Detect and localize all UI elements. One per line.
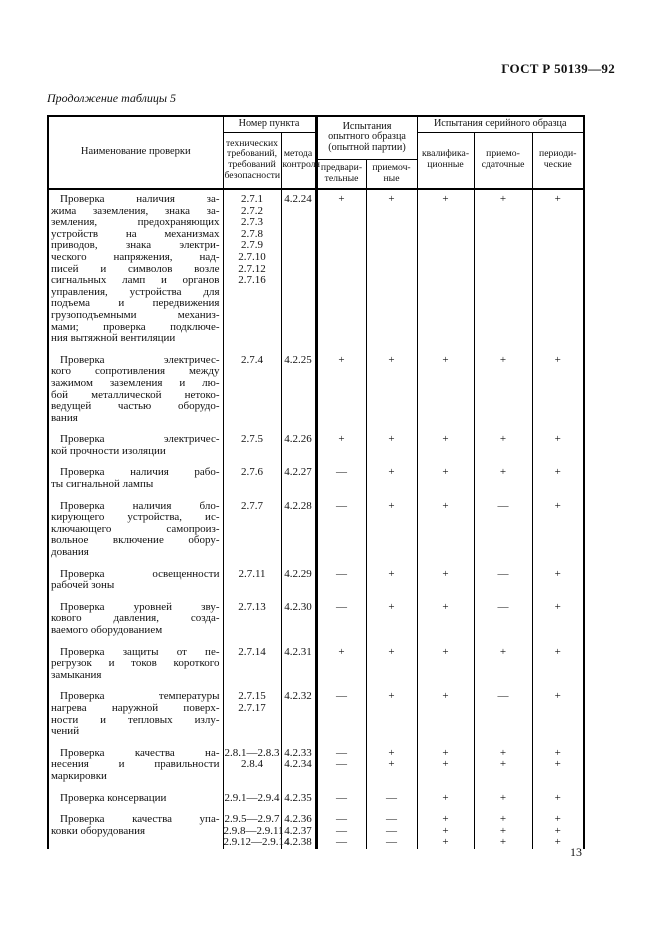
mark-cell: + bbox=[366, 592, 417, 637]
method-numbers-cell: 4.2.29 bbox=[281, 559, 316, 592]
mark-cell: + bbox=[417, 681, 474, 737]
mark-cell: + bbox=[366, 491, 417, 559]
mark-cell: + + bbox=[474, 738, 532, 783]
mark-cell: + + bbox=[417, 738, 474, 783]
mark-cell: + bbox=[532, 592, 584, 637]
clause-numbers-cell: 2.7.4 bbox=[223, 345, 281, 425]
mark-cell: + bbox=[532, 559, 584, 592]
mark-cell: + bbox=[417, 637, 474, 682]
clause-numbers-cell: 2.7.14 bbox=[223, 637, 281, 682]
header-serial-acceptance: приемо- сдаточные bbox=[474, 132, 532, 189]
method-numbers-cell: 4.2.30 bbox=[281, 592, 316, 637]
mark-cell: + bbox=[474, 783, 532, 805]
mark-cell: + + + bbox=[532, 804, 584, 849]
check-name-cell: Проверка качества упа- ковки оборудования bbox=[48, 804, 223, 849]
mark-cell: + bbox=[417, 424, 474, 457]
mark-cell: + bbox=[366, 345, 417, 425]
mark-cell: + bbox=[474, 424, 532, 457]
mark-cell: + bbox=[366, 424, 417, 457]
clause-numbers-cell: 2.9.5—2.9.7 2.9.8—2.9.11 2.9.12—2.9.14 bbox=[223, 804, 281, 849]
mark-cell: + bbox=[417, 457, 474, 490]
mark-cell: — bbox=[366, 783, 417, 805]
clause-numbers-cell: 2.7.5 bbox=[223, 424, 281, 457]
method-numbers-cell: 4.2.31 bbox=[281, 637, 316, 682]
clause-numbers-cell: 2.7.11 bbox=[223, 559, 281, 592]
inspection-table bbox=[47, 115, 585, 849]
table-row bbox=[48, 491, 584, 559]
method-numbers-cell: 4.2.33 4.2.34 bbox=[281, 738, 316, 783]
mark-cell: — bbox=[474, 681, 532, 737]
mark-cell: + + + bbox=[417, 804, 474, 849]
method-numbers-cell: 4.2.25 bbox=[281, 345, 316, 425]
method-numbers-cell: 4.2.32 bbox=[281, 681, 316, 737]
method-numbers-cell: 4.2.27 bbox=[281, 457, 316, 490]
mark-cell: + bbox=[417, 783, 474, 805]
mark-cell: + bbox=[532, 783, 584, 805]
mark-cell: + bbox=[532, 189, 584, 345]
check-name-cell: Проверка консервации bbox=[48, 783, 223, 805]
mark-cell: — bbox=[316, 681, 366, 737]
mark-cell: + bbox=[316, 637, 366, 682]
check-name-cell: Проверка уровней зву- кового давления, созда- ваемого оборудованием bbox=[48, 592, 223, 637]
table-row bbox=[48, 457, 584, 490]
check-name-cell: Проверка электричес- кой прочности изоляции bbox=[48, 424, 223, 457]
check-name-cell: Проверка наличия за- жима заземления, знака за- земления, предохраняющих устройств на механизмах приводов, знака электри- ческого напряжения, над- писей и символов возле сигнальных ламп и органов управления, устройства для подъема и передвижения грузоподъемными механиз- мами; проверка подключе- ния вытяжной вентиляции bbox=[48, 189, 223, 345]
table-row bbox=[48, 783, 584, 805]
table-row bbox=[48, 804, 584, 849]
table-row bbox=[48, 637, 584, 682]
table-continuation-caption: Продолжение таблицы 5 bbox=[47, 91, 177, 105]
header-clause-method: метода контроля bbox=[281, 132, 316, 189]
check-name-cell: Проверка освещенности рабочей зоны bbox=[48, 559, 223, 592]
table-body bbox=[48, 189, 584, 849]
check-name-cell: Проверка электричес- кого сопротивления между зажимом заземления и лю- бой металлической нетоко- ведущей частью оборудо- вания bbox=[48, 345, 223, 425]
mark-cell: + bbox=[474, 345, 532, 425]
clause-numbers-cell: 2.7.7 bbox=[223, 491, 281, 559]
table-header bbox=[48, 116, 584, 189]
mark-cell: + bbox=[366, 559, 417, 592]
mark-cell: + bbox=[417, 345, 474, 425]
clause-numbers-cell: 2.7.13 bbox=[223, 592, 281, 637]
clause-numbers-cell: 2.9.1—2.9.4 bbox=[223, 783, 281, 805]
mark-cell: + bbox=[316, 345, 366, 425]
header-serial-qualification: квалифика- ционные bbox=[417, 132, 474, 189]
mark-cell: + bbox=[366, 681, 417, 737]
header-check-name: Наименование проверки bbox=[48, 116, 223, 189]
mark-cell: + bbox=[316, 189, 366, 345]
mark-cell: + bbox=[366, 189, 417, 345]
table-row bbox=[48, 424, 584, 457]
clause-numbers-cell: 2.7.6 bbox=[223, 457, 281, 490]
table-row bbox=[48, 345, 584, 425]
table-row bbox=[48, 189, 584, 345]
mark-cell: + bbox=[366, 637, 417, 682]
mark-cell: + + bbox=[532, 738, 584, 783]
mark-cell: — bbox=[474, 592, 532, 637]
mark-cell: + bbox=[366, 457, 417, 490]
method-numbers-cell: 4.2.36 4.2.37 4.2.38 bbox=[281, 804, 316, 849]
doc-code: ГОСТ Р 50139—92 bbox=[501, 61, 615, 76]
mark-cell: + bbox=[417, 189, 474, 345]
mark-cell: — bbox=[474, 559, 532, 592]
header-group-serial-tests: Испытания серийного образца bbox=[417, 116, 584, 132]
mark-cell: + bbox=[417, 559, 474, 592]
clause-numbers-cell: 2.8.1—2.8.3 2.8.4 bbox=[223, 738, 281, 783]
check-name-cell: Проверка качества на- несения и правильности маркировки bbox=[48, 738, 223, 783]
check-name-cell: Проверка температуры нагрева наружной поверх- ности и тепловых излу- чений bbox=[48, 681, 223, 737]
mark-cell: + bbox=[532, 345, 584, 425]
mark-cell: + bbox=[417, 592, 474, 637]
mark-cell: + bbox=[532, 637, 584, 682]
mark-cell: — bbox=[316, 592, 366, 637]
check-name-cell: Проверка наличия бло- кирующего устройства, ис- ключающего самопроиз- вольное включение обору- дования bbox=[48, 491, 223, 559]
page-number: 13 bbox=[570, 845, 582, 859]
header-group-prototype-tests: Испытания опытного образца (опытной партии) bbox=[316, 116, 417, 159]
check-name-cell: Проверка наличия рабо- ты сигнальной лампы bbox=[48, 457, 223, 490]
method-numbers-cell: 4.2.35 bbox=[281, 783, 316, 805]
method-numbers-cell: 4.2.28 bbox=[281, 491, 316, 559]
header-prototype-acceptance: приемоч- ные bbox=[366, 159, 417, 189]
mark-cell: — bbox=[474, 491, 532, 559]
table-row bbox=[48, 559, 584, 592]
clause-numbers-cell: 2.7.1 2.7.2 2.7.3 2.7.8 2.7.9 2.7.10 2.7.12 2.7.16 bbox=[223, 189, 281, 345]
header-clause-technical: технических требований, требований безопасности bbox=[223, 132, 281, 189]
mark-cell: — — — bbox=[316, 804, 366, 849]
header-group-clause-number: Номер пункта bbox=[223, 116, 316, 132]
method-numbers-cell: 4.2.26 bbox=[281, 424, 316, 457]
method-numbers-cell: 4.2.24 bbox=[281, 189, 316, 345]
clause-numbers-cell: 2.7.15 2.7.17 bbox=[223, 681, 281, 737]
mark-cell: + bbox=[532, 457, 584, 490]
header-prototype-preliminary: предвари- тельные bbox=[316, 159, 366, 189]
mark-cell: + bbox=[532, 424, 584, 457]
mark-cell: + bbox=[316, 424, 366, 457]
table-row bbox=[48, 738, 584, 783]
mark-cell: + + + bbox=[474, 804, 532, 849]
mark-cell: — bbox=[316, 457, 366, 490]
mark-cell: — — bbox=[316, 738, 366, 783]
header-serial-periodic: периоди- ческие bbox=[532, 132, 584, 189]
mark-cell: + bbox=[532, 681, 584, 737]
mark-cell: — bbox=[316, 491, 366, 559]
table-row bbox=[48, 592, 584, 637]
mark-cell: + bbox=[417, 491, 474, 559]
table-row bbox=[48, 681, 584, 737]
mark-cell: + + bbox=[366, 738, 417, 783]
mark-cell: — — — bbox=[366, 804, 417, 849]
check-name-cell: Проверка защиты от пе- регрузок и токов короткого замыкания bbox=[48, 637, 223, 682]
mark-cell: + bbox=[474, 637, 532, 682]
mark-cell: — bbox=[316, 559, 366, 592]
mark-cell: — bbox=[316, 783, 366, 805]
mark-cell: + bbox=[532, 491, 584, 559]
mark-cell: + bbox=[474, 457, 532, 490]
mark-cell: + bbox=[474, 189, 532, 345]
